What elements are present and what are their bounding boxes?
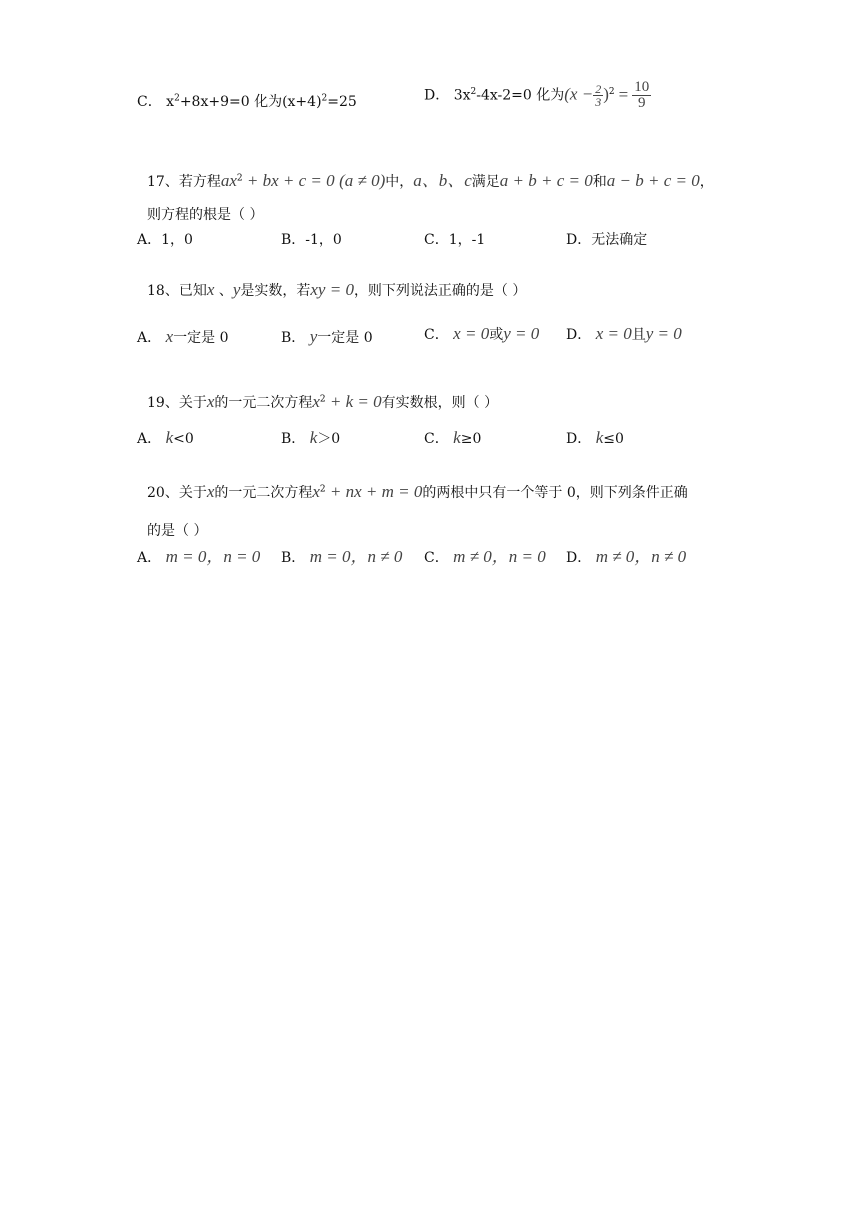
option-letter: C． bbox=[137, 94, 162, 110]
q18-option-d bbox=[566, 324, 682, 344]
math-expression: y bbox=[309, 327, 318, 346]
option-letter: D． bbox=[566, 431, 592, 447]
option-letter: B． bbox=[281, 232, 306, 248]
q20-stem-line2: 的是（ ） bbox=[147, 523, 208, 539]
fraction-numerator: 10 bbox=[634, 79, 650, 95]
superscript: 2 bbox=[174, 93, 180, 104]
math-expression: a + b + c = 0 bbox=[499, 171, 593, 190]
q19-option-b bbox=[281, 428, 340, 448]
math-expression: k bbox=[165, 428, 174, 447]
option-text: ≥0 bbox=[460, 431, 482, 447]
option-text: 1，0 bbox=[161, 232, 193, 248]
option-letter: C． bbox=[424, 431, 449, 447]
math-expression: x bbox=[312, 482, 320, 501]
q20-option-d bbox=[566, 542, 686, 567]
math-expression: (x − bbox=[564, 84, 594, 104]
q17-stem bbox=[147, 166, 714, 191]
option-letter: B． bbox=[281, 431, 306, 447]
option-letter: D． bbox=[424, 87, 450, 104]
superscript: 2 bbox=[470, 86, 477, 97]
option-text: ≤0 bbox=[603, 431, 624, 447]
option-letter: A． bbox=[137, 431, 162, 447]
q17-stem-line2: 则方程的根是（ ） bbox=[147, 207, 264, 223]
stem-text: 的一元二次方程 bbox=[214, 485, 313, 501]
stem-text: 的一元二次方程 bbox=[214, 395, 313, 411]
option-letter: A． bbox=[137, 232, 162, 248]
stem-text: 中， bbox=[385, 174, 414, 190]
math-expression: a、b、c bbox=[413, 171, 472, 190]
option-text: ＞0 bbox=[317, 431, 341, 447]
option-text: 或 bbox=[489, 327, 504, 343]
math-expression: x bbox=[206, 482, 215, 501]
superscript: 2 bbox=[608, 86, 615, 97]
stem-text: 19、关于 bbox=[147, 395, 207, 411]
option-text: 且 bbox=[631, 327, 646, 343]
math-expression: k bbox=[453, 428, 461, 447]
fraction-denominator: 3 bbox=[595, 95, 602, 109]
math-expression: + nx + m = 0 bbox=[325, 482, 423, 501]
stem-text: 20、关于 bbox=[147, 485, 207, 501]
stem-text: 、 bbox=[214, 283, 233, 299]
option-letter: C． bbox=[424, 327, 449, 343]
q18-option-b bbox=[281, 327, 373, 347]
option-text: x bbox=[166, 94, 175, 110]
math-expression: xy = 0 bbox=[310, 280, 354, 299]
option-letter: B． bbox=[281, 550, 306, 566]
fraction-denominator: 9 bbox=[637, 95, 646, 111]
option-text: 一定是 0 bbox=[317, 330, 373, 346]
math-expression: ax bbox=[220, 171, 237, 190]
q17-option-d bbox=[566, 229, 647, 249]
option-text: +8x+9=0 化为(x+4) bbox=[179, 94, 322, 110]
q16-option-d bbox=[424, 80, 651, 111]
stem-text: 是实数，若 bbox=[240, 283, 311, 299]
stem-text: 17、若方程 bbox=[147, 174, 221, 190]
q17-option-b bbox=[281, 229, 342, 249]
math-expression: y = 0 bbox=[503, 324, 540, 343]
q17-option-c bbox=[424, 229, 485, 249]
math-expression: + bx + c = 0 bbox=[242, 171, 335, 190]
stem-text: 有实数根，则（ ） bbox=[381, 395, 499, 411]
math-expression: a − b + c = 0 bbox=[606, 171, 700, 190]
math-expression: m = 0，n ≠ 0 bbox=[309, 547, 403, 566]
superscript: 2 bbox=[321, 93, 328, 104]
stem-text: ，则下列说法正确的是（ ） bbox=[353, 283, 527, 299]
option-text: 无法确定 bbox=[591, 232, 648, 248]
option-letter: A． bbox=[137, 550, 162, 566]
q19-option-a bbox=[137, 428, 194, 448]
option-text: 1，-1 bbox=[448, 232, 486, 248]
fraction-numerator: 2 bbox=[595, 82, 602, 96]
option-letter: C． bbox=[424, 232, 449, 248]
math-expression: x = 0 bbox=[453, 324, 490, 343]
math-expression: y = 0 bbox=[645, 324, 682, 343]
stem-text: 18、已知 bbox=[147, 283, 207, 299]
stem-text: ， bbox=[699, 174, 714, 190]
math-expression: m ≠ 0，n ≠ 0 bbox=[595, 547, 687, 566]
option-letter: B． bbox=[281, 330, 306, 346]
math-expression: y bbox=[232, 280, 241, 299]
superscript: 2 bbox=[319, 394, 326, 405]
q18-stem bbox=[147, 280, 526, 300]
option-letter: D． bbox=[566, 232, 592, 248]
q17-option-a bbox=[137, 229, 193, 249]
option-letter: A． bbox=[137, 330, 162, 346]
q20-option-b bbox=[281, 542, 402, 567]
math-expression: + k = 0 bbox=[325, 392, 382, 411]
math-expression: k bbox=[309, 428, 318, 447]
math-expression: x bbox=[165, 327, 174, 346]
fraction bbox=[593, 83, 603, 108]
option-text: 3x bbox=[453, 87, 471, 104]
q18-option-c bbox=[424, 324, 539, 344]
superscript: 2 bbox=[236, 173, 243, 184]
stem-text: 满足 bbox=[471, 174, 500, 190]
option-text: <0 bbox=[173, 431, 194, 447]
q20-option-a bbox=[137, 542, 260, 567]
q18-option-a bbox=[137, 327, 228, 347]
q20-stem bbox=[147, 482, 688, 502]
q16-option-c bbox=[137, 91, 357, 111]
option-text: 一定是 0 bbox=[173, 330, 229, 346]
stem-text: 和 bbox=[592, 174, 607, 190]
math-expression: k bbox=[595, 428, 604, 447]
math-expression: x bbox=[206, 280, 215, 299]
q20-option-c bbox=[424, 542, 546, 567]
math-expression: = bbox=[618, 84, 629, 104]
option-letter: D． bbox=[566, 327, 592, 343]
q19-stem bbox=[147, 392, 498, 412]
stem-text: 的两根中只有一个等于 0，则下列条件正确 bbox=[422, 485, 688, 501]
math-expression: x bbox=[206, 392, 215, 411]
superscript: 2 bbox=[319, 484, 326, 495]
option-text: =25 bbox=[327, 94, 357, 110]
math-expression: x = 0 bbox=[595, 324, 632, 343]
q19-option-c bbox=[424, 428, 481, 448]
math-expression: (a ≠ 0) bbox=[339, 171, 386, 190]
math-expression: m = 0，n = 0 bbox=[165, 547, 261, 566]
math-expression: ) bbox=[603, 84, 609, 104]
option-letter: D． bbox=[566, 550, 592, 566]
q19-option-d bbox=[566, 428, 624, 448]
option-text: -1，0 bbox=[305, 232, 342, 248]
option-text: -4x-2=0 化为 bbox=[476, 87, 565, 104]
option-letter: C． bbox=[424, 550, 449, 566]
fraction bbox=[632, 80, 651, 111]
math-expression: x bbox=[312, 392, 320, 411]
math-expression: m ≠ 0，n = 0 bbox=[453, 547, 546, 566]
